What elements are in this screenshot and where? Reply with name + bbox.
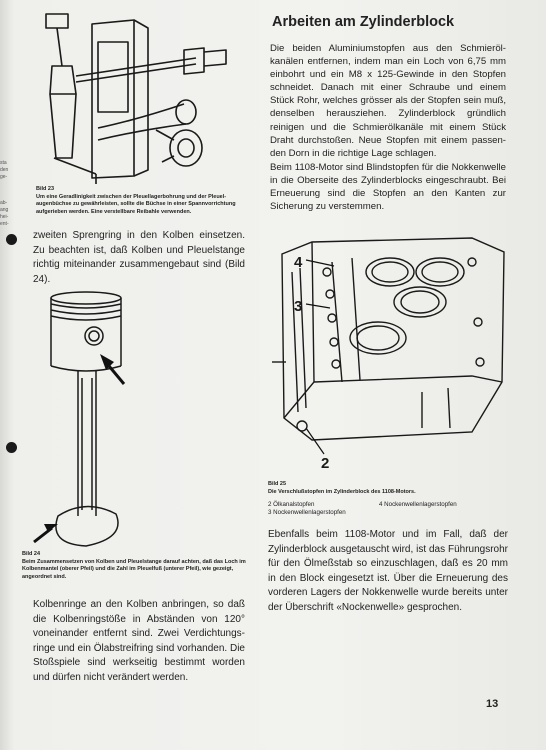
figure-24-piston-illustration <box>22 288 152 550</box>
previous-page-edge-text: sta den ge- <box>0 160 9 180</box>
figure-25-cylinder-block-illustration <box>272 232 510 470</box>
figure-23-caption: Bild 23 Um eine Geradlinigkeit zwischen der Pleuellagerbohrung und der Pleuelaugenbüchse zu gewährleisten, sollte die Büchse in einer Spannvorrichtung aufgerieben werden. Eine verstellbare Reibahle verwenden. <box>36 186 236 215</box>
figure-25-legend-item: 4 Nockenwellenlagerstopfen <box>379 501 457 508</box>
figure-24-caption: Bild 24 Beim Zusammensetzen von Kolben und Pleuelstange darauf achten, daß das Loch im Kolbenmantel (oberer Pfeil) und die Zahl im Pleuelfuß (unterer Pfeil), wie gezeigt, angeordnet sind. <box>22 551 246 580</box>
left-paragraph-bottom: Kolbenringe an den Kolben anbringen, so daß die Kolbenringstöße in Abständen von 120° voneinander entfernt sind. Zwei Verdichtungsringe und ein Ölabstreifring sind vorhanden. Die Stoßspiele sind werkseitig bestimmt worden und dürfen nicht verändert werden. <box>33 599 245 683</box>
binder-hole <box>6 234 17 245</box>
figure-23-reamer-illustration <box>36 8 246 186</box>
section-title: Arbeiten am Zylinderblock <box>272 14 455 30</box>
callout-2: 2 <box>321 455 330 472</box>
page-number: 13 <box>486 698 499 710</box>
figure-25-legend-item: 2 Ölkanalstopfen 3 Nockenwellenlagerstopfen <box>268 501 346 516</box>
binder-hole <box>6 442 17 453</box>
callout-4: 4 <box>294 254 303 271</box>
figure-25-caption: Bild 25 Die Verschlußstopfen im Zylinderblock des 1108-Motors. <box>268 481 416 495</box>
previous-page-edge-text: ab- ang hei- ent- <box>0 200 9 227</box>
right-paragraph-1: Die beiden Aluminiumstopfen aus den Schmierölkanälen entfernen, indem man ein Loch von 6,75 mm einbohrt und ein M8 x 125-Gewinde in den Stopfen schneidet. Danach mit einer Schraube und einem Stück Rohr, welches grösser als der Stopfen sein muß, denselben herausziehen. Zylinderblock gründlich reinigen und die Schmierölkanäle mit einem Stück Draht durchstoßen. Neue Stopfen mit einem passenden Dorn in die richtige Lage schlagen. <box>270 43 506 159</box>
left-paragraph-top: zweiten Sprengring in den Kolben einsetzen. Zu beachten ist, daß Kolben und Pleuelstange richtig miteinander zusammengebaut sind (Bild 24). <box>33 230 245 285</box>
callout-3: 3 <box>294 298 303 315</box>
right-paragraph-bottom: Ebenfalls beim 1108-Motor und im Fall, daß der Zylinderblock ausgetauscht wird, ist das Führungsrohr für den Ölmeßstab so einzuschlagen, daß es 20 mm in den Block eingesetzt ist. Über die Erneuerung des vorderen Lagers der Nokkenwelle wurde bereits unter der Überschrift «Nockenwelle» gesprochen. <box>268 529 508 613</box>
right-paragraph-2: Beim 1108-Motor sind Blindstopfen für die Nokkenwelle in die Oberseite des Zylinderblocks eingeschraubt. Bei Erneuerung sind die Stopfen an den Kanten zur Sicherung zu verstemmen. <box>270 162 506 213</box>
